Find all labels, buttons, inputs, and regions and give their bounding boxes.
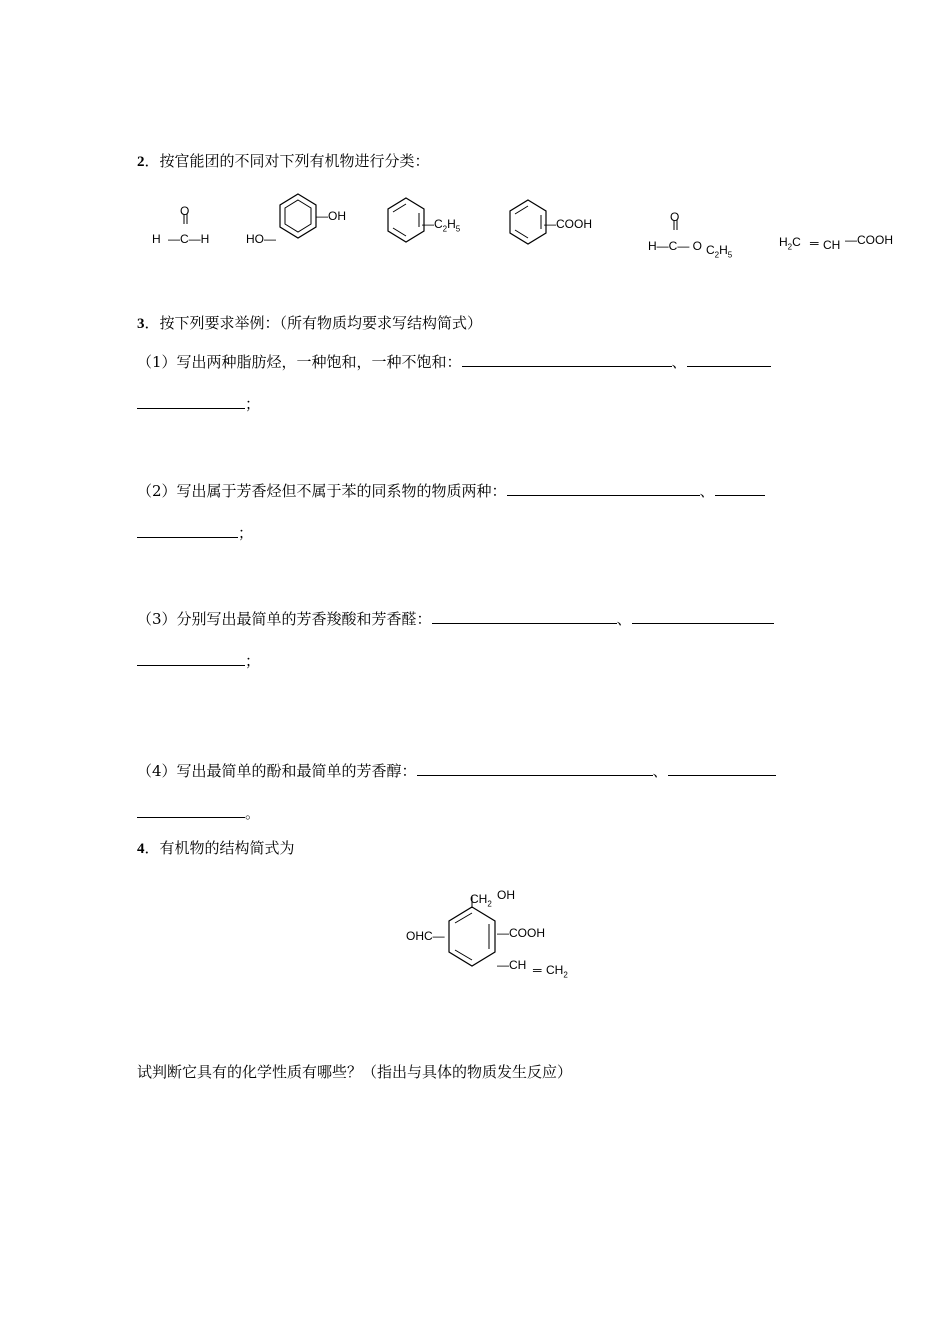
methine-label: CH <box>823 238 841 252</box>
carboxyl-label: —COOH <box>544 217 592 231</box>
answer-blank[interactable] <box>417 761 653 776</box>
answer-item-4 <box>137 761 776 781</box>
hydroxyl-right-label: —OH <box>316 209 346 223</box>
question-3-number: 3 <box>137 316 145 332</box>
hydroxyl-label: OH <box>497 888 515 902</box>
answer-blank[interactable] <box>632 609 774 624</box>
benzene-ring-icon <box>508 199 548 245</box>
item-label: （2）写出属于芳香烃但不属于苯的同系物的物质两种： <box>137 482 507 500</box>
separator: 、 <box>652 762 668 780</box>
answer-item-4-continued <box>137 803 260 823</box>
terminator: 。 <box>245 804 261 822</box>
benzene-ring-icon <box>386 197 426 243</box>
question-4-text: ．有机物的结构简式为 <box>144 839 295 857</box>
vinyl-ch2-label: $CH_2$ <box>546 963 568 980</box>
answer-item-1 <box>137 352 771 372</box>
item-label: （4）写出最简单的酚和最简单的芳香醇： <box>137 762 417 780</box>
separator: 、 <box>616 610 632 628</box>
double-bond-icon <box>673 220 679 232</box>
aldehyde-label: OHC— <box>406 929 445 943</box>
carbon-bond-label: —C—H <box>168 232 210 246</box>
hydroxyl-left-label: HO— <box>246 232 276 246</box>
answer-item-2-continued <box>137 523 253 543</box>
benzene-ring-icon <box>278 193 318 239</box>
answer-item-3-continued <box>137 651 260 671</box>
carboxyl-label: —COOH <box>497 926 545 940</box>
answer-blank[interactable] <box>137 394 245 409</box>
question-4-prompt: 试判断它具有的化学性质有哪些？（指出与具体的物质发生反应） <box>137 1063 573 1081</box>
benzene-ring-icon <box>447 906 497 968</box>
answer-blank[interactable] <box>507 481 700 496</box>
separator: 、 <box>699 482 715 500</box>
answer-blank[interactable] <box>137 523 238 538</box>
separator: 、 <box>671 353 687 371</box>
methylene-label: $H_2C$ <box>779 235 801 252</box>
question-2-text: ．按官能团的不同对下列有机物进行分类： <box>144 152 430 170</box>
methylene-label: $CH_2$ <box>470 892 492 909</box>
question-4-number: 4 <box>137 841 145 857</box>
ethyl-label: $—C_2H_5$ <box>422 217 461 234</box>
double-bond-label: ═ <box>810 236 819 250</box>
answer-blank[interactable] <box>137 651 245 666</box>
answer-blank[interactable] <box>668 761 776 776</box>
vinyl-ch-label: —CH <box>497 958 527 972</box>
item-label: （1）写出两种脂肪烃，一种饱和，一种不饱和： <box>137 353 462 371</box>
question-4-heading <box>137 838 295 859</box>
answer-item-2 <box>137 481 765 501</box>
ethyl-label: $C_2H_5$ <box>706 243 733 260</box>
question-2-heading <box>137 151 430 172</box>
answer-blank[interactable] <box>462 352 672 367</box>
terminator: ； <box>238 524 254 542</box>
ester-label: H—C— O <box>648 239 702 253</box>
double-bond-label: ═ <box>533 963 542 977</box>
double-bond-icon <box>183 214 189 226</box>
answer-blank[interactable] <box>687 352 771 367</box>
oxygen-label: O <box>180 204 190 218</box>
hydrogen-label: H <box>152 232 161 246</box>
question-3-text: ．按下列要求举例：（所有物质均要求写结构简式） <box>144 314 483 332</box>
terminator: ； <box>245 652 261 670</box>
answer-item-1-continued <box>137 394 260 414</box>
answer-item-3 <box>137 609 774 629</box>
answer-blank[interactable] <box>137 803 245 818</box>
answer-blank[interactable] <box>432 609 617 624</box>
carboxyl-label: —COOH <box>845 233 893 247</box>
question-3-heading <box>137 313 482 334</box>
oxygen-label: O <box>670 210 680 224</box>
answer-blank[interactable] <box>715 481 765 496</box>
terminator: ； <box>245 395 261 413</box>
item-label: （3）分别写出最简单的芳香羧酸和芳香醛： <box>137 610 432 628</box>
question-2-number: 2 <box>137 154 145 170</box>
